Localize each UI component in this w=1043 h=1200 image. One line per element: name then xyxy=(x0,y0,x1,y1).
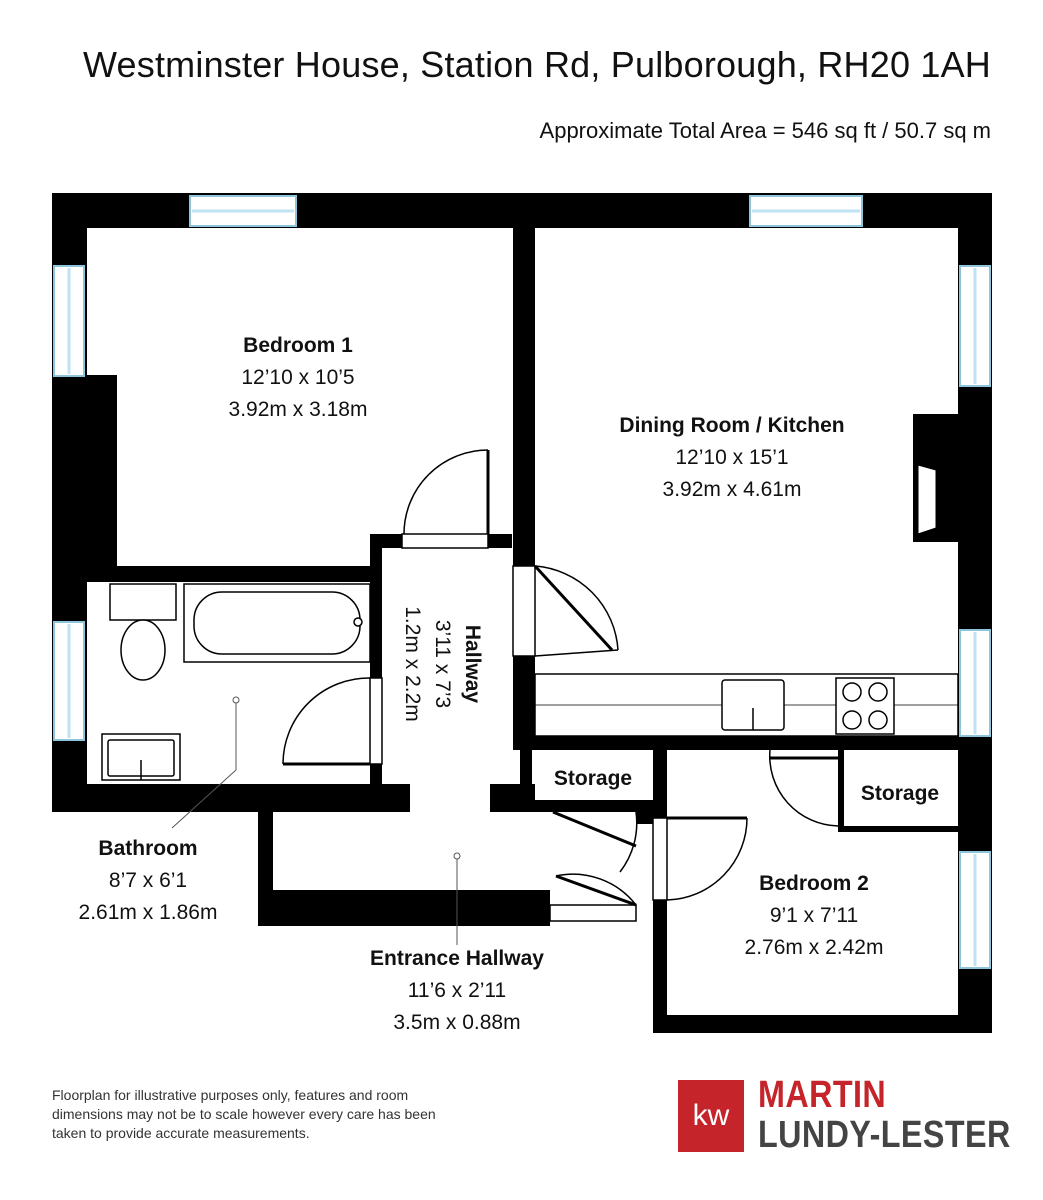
kitchen-counter xyxy=(535,674,958,736)
kw-logo-text: kw xyxy=(692,1099,730,1132)
room-bedroom2-imperial: 9’1 x 7’11 xyxy=(769,904,859,927)
wall-storage2-bottom xyxy=(838,826,958,832)
room-bathroom xyxy=(79,837,218,924)
wall-storage2-left xyxy=(838,750,844,830)
room-entrance xyxy=(370,947,544,1034)
room-hallway-metric: 1.2m x 2.2m xyxy=(401,606,424,722)
room-bathroom-name: Bathroom xyxy=(98,837,198,860)
wall-bedroom2-left xyxy=(653,900,667,1033)
room-dining-imperial: 12’10 x 15’1 xyxy=(675,446,789,469)
room-dining xyxy=(619,414,844,501)
room-bedroom1-imperial: 12’10 x 10’5 xyxy=(241,366,355,389)
room-entrance-imperial: 11’6 x 2’11 xyxy=(407,979,507,1002)
wall-entrance-bottom xyxy=(258,890,550,926)
kw-logo xyxy=(678,1080,744,1152)
toilet-cistern xyxy=(110,584,176,620)
wall-bedroom2-bottom xyxy=(653,1015,992,1033)
wall-storage1-bottom xyxy=(520,800,655,812)
room-bedroom2-metric: 2.76m x 2.42m xyxy=(744,936,884,959)
wall-bath-bottom xyxy=(52,784,410,812)
room-dining-name: Dining Room / Kitchen xyxy=(619,414,845,437)
room-storage2-name: Storage xyxy=(860,782,940,805)
disclaimer: Floorplan for illustrative purposes only, features and room dimensions may not be to scale however every care has been taken to provide accurate measurements. xyxy=(52,1087,436,1141)
wall-kitchen-bottom xyxy=(513,736,992,750)
room-entrance-name: Entrance Hallway xyxy=(370,947,544,970)
wall-hall-right xyxy=(513,656,535,736)
fireplace xyxy=(918,465,936,534)
room-hallway-imperial: 3’11 x 7’3 xyxy=(431,619,454,709)
toilet-bowl xyxy=(121,620,165,680)
page-title: Westminster House, Station Rd, Pulborough, RH20 1AH xyxy=(83,44,991,85)
wall-bath-left xyxy=(52,740,87,812)
room-bathroom-metric: 2.61m x 1.86m xyxy=(78,901,218,924)
brand-name-line1: MARTIN xyxy=(758,1074,887,1116)
room-bedroom2 xyxy=(745,872,884,959)
room-bedroom1 xyxy=(229,334,368,421)
room-hallway xyxy=(401,606,484,722)
total-area: Approximate Total Area = 546 sq ft / 50.7 sq m xyxy=(539,118,991,143)
wall-bedroom1-bottom xyxy=(87,566,370,582)
room-bedroom1-name: Bedroom 1 xyxy=(243,334,353,357)
room-storage1-name: Storage xyxy=(553,767,633,790)
brand-name-line2: LUNDY-LESTER xyxy=(758,1114,1011,1156)
room-bedroom1-metric: 3.92m x 3.18m xyxy=(228,398,368,421)
room-hallway-name: Hallway xyxy=(461,624,484,704)
room-bathroom-imperial: 8’7 x 6’1 xyxy=(108,869,188,892)
room-dining-metric: 3.92m x 4.61m xyxy=(662,478,802,501)
room-entrance-metric: 3.5m x 0.88m xyxy=(393,1011,521,1034)
wall-bedroom1-left-pillar xyxy=(87,375,117,580)
room-bedroom2-name: Bedroom 2 xyxy=(759,872,869,895)
